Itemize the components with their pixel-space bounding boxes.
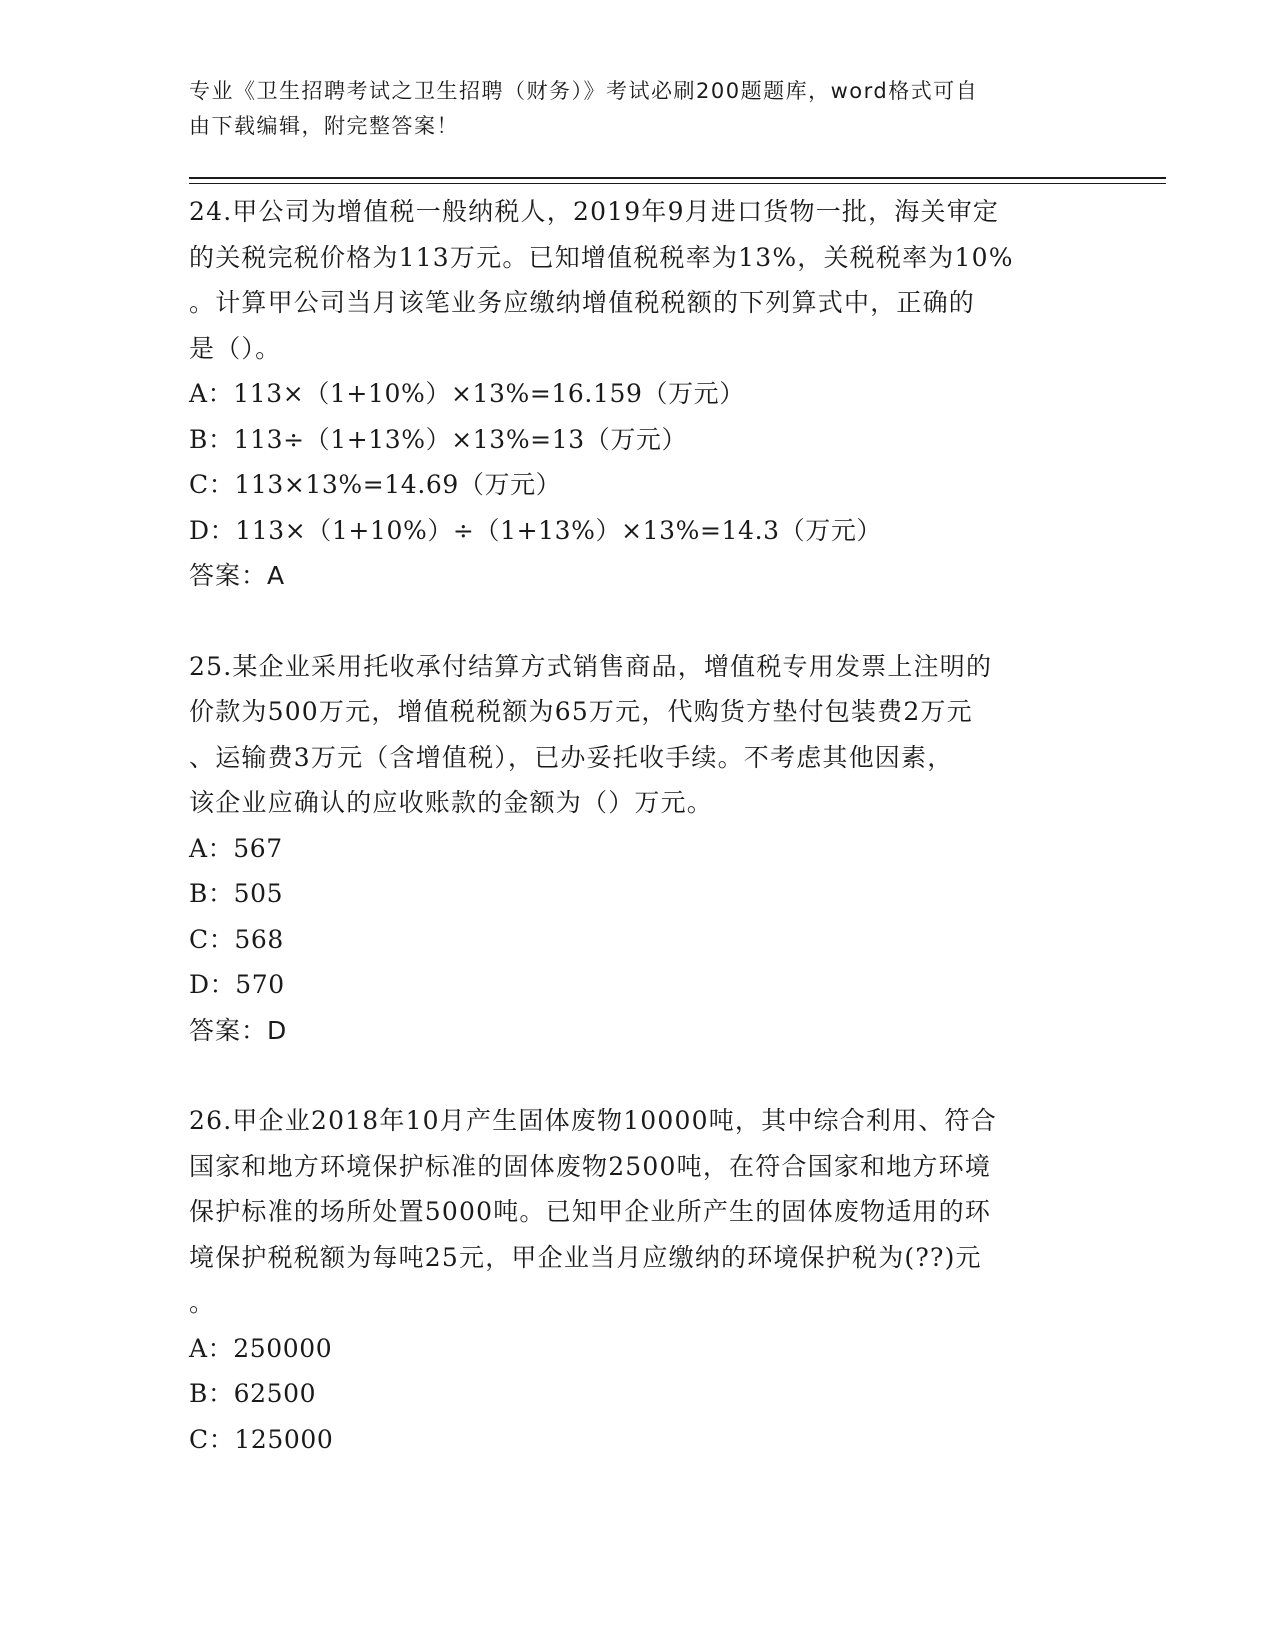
question-stem-line: 、运输费3万元（含增值税），已办妥托收手续。不考虑其他因素， [189,742,954,772]
header-line-1: 专业《卫生招聘考试之卫生招聘（财务）》考试必刷200题题库，word格式可自 [189,79,979,103]
question-stem-line: 境保护税税额为每吨25元，甲企业当月应缴纳的环境保护税为(??)元 [189,1242,982,1272]
question-24 [189,189,1079,599]
question-stem-line: 价款为500万元，增值税税额为65万元，代购货方垫付包装费2万元 [189,697,973,726]
option-a: A：113×（1+10%）×13%=16.159（万元） [189,379,745,408]
option-a: A：250000 [189,1333,333,1363]
option-d: D：113×（1+10%）÷（1+13%）×13%=14.3（万元） [189,515,883,545]
header-line-2: 由下载编辑，附完整答案！ [189,114,459,138]
question-stem-line: 25.某企业采用托收承付结算方式销售商品，增值税专用发票上注明的 [189,651,993,681]
question-stem-line: 是（）。 [189,333,282,363]
option-c: C：113×13%=14.69（万元） [189,470,562,499]
option-c: C：568 [189,924,284,954]
question-stem-line: 国家和地方环境保护标准的固体废物2500吨，在符合国家和地方环境 [189,1151,992,1181]
question-26 [189,1098,1079,1462]
option-c: C：125000 [189,1424,334,1454]
option-b: B：113÷（1+13%）×13%=13（万元） [189,424,688,454]
question-spacer [189,1053,1079,1098]
question-stem-line: 保护标准的场所处置5000吨。已知甲企业所产生的固体废物适用的环 [189,1197,992,1226]
question-stem-line: 的关税完税价格为113万元。已知增值税税率为13%，关税税率为10% [189,242,1014,272]
header-divider-thick [189,177,1166,179]
question-stem-line: 24.甲公司为增值税一般纳税人，2019年9月进口货物一批，海关审定 [189,197,1000,226]
answer-label: 答案：D [189,1015,288,1045]
header-divider-thin [189,183,1166,184]
option-b: B：505 [189,879,284,908]
question-stem-line: 。 [189,1288,216,1317]
option-d: D：570 [189,970,285,999]
question-stem-line: 26.甲企业2018年10月产生固体废物10000吨，其中综合利用、符合 [189,1106,997,1135]
question-stem-line: 该企业应确认的应收账款的金额为（）万元。 [189,788,714,817]
option-b: B：62500 [189,1379,317,1408]
question-stem-line: 。计算甲公司当月该笔业务应缴纳增值税税额的下列算式中，正确的 [189,288,976,317]
question-list [189,189,1079,1462]
document-header [189,74,1069,144]
answer-label: 答案：A [189,561,286,590]
option-a: A：567 [189,833,283,863]
question-25 [189,644,1079,1054]
question-spacer [189,599,1079,644]
